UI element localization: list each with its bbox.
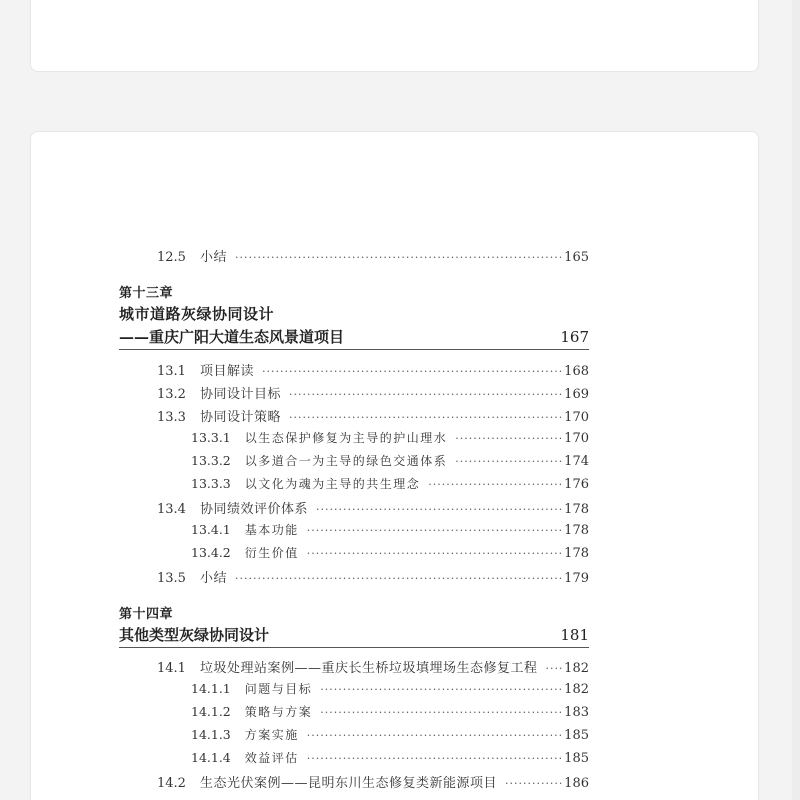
entry-number: 13.3 xyxy=(157,410,186,425)
entry-page: 174 xyxy=(564,454,589,469)
toc-subentry[interactable] xyxy=(191,521,589,538)
entry-number: 13.4 xyxy=(157,502,186,517)
toc-entry[interactable] xyxy=(157,498,589,517)
entry-title: 以生态保护修复为主导的护山理水 xyxy=(244,431,448,445)
leader-dots xyxy=(320,706,562,719)
toc-subentry[interactable] xyxy=(191,749,589,766)
entry-number: 13.3.3 xyxy=(191,476,231,491)
entry-number: 14.2 xyxy=(157,776,186,791)
leader-dots xyxy=(455,432,562,445)
entry-title: 协同绩效评价体系 xyxy=(199,502,308,517)
entry-page: 165 xyxy=(564,250,589,265)
entry-title: 问题与目标 xyxy=(244,682,313,696)
leader-dots xyxy=(235,572,562,585)
entry-title: 策略与方案 xyxy=(244,705,313,719)
entry-page: 182 xyxy=(564,661,589,676)
entry-title: 衍生价值 xyxy=(244,546,299,560)
toc-entry[interactable] xyxy=(157,360,589,379)
toc-subentry[interactable] xyxy=(191,429,589,446)
toc-subentry[interactable] xyxy=(191,475,589,492)
entry-number: 13.1 xyxy=(157,364,186,379)
scrollbar-track[interactable] xyxy=(792,0,800,800)
entry-number: 14.1 xyxy=(157,661,186,676)
chapter-page: 181 xyxy=(560,626,589,644)
entry-page: 169 xyxy=(564,387,589,402)
current-page xyxy=(30,131,759,800)
entry-page: 178 xyxy=(564,523,589,538)
entry-title: 小结 xyxy=(199,571,227,586)
entry-number: 13.2 xyxy=(157,387,186,402)
entry-number: 14.1.1 xyxy=(191,681,231,696)
chapter-title: 其他类型灰绿协同设计 xyxy=(119,626,270,644)
leader-dots xyxy=(262,365,562,378)
leader-dots xyxy=(505,777,562,790)
entry-title: 方案实施 xyxy=(244,728,299,742)
toc-entry[interactable] xyxy=(157,383,589,402)
entry-page: 168 xyxy=(564,364,589,379)
toc-subentry[interactable] xyxy=(191,680,589,697)
chapter-title-line[interactable] xyxy=(119,624,589,648)
toc-subentry[interactable] xyxy=(191,452,589,469)
entry-title: 以文化为魂为主导的共生理念 xyxy=(244,477,421,491)
entry-page: 170 xyxy=(564,410,589,425)
entry-number: 13.4.2 xyxy=(191,545,231,560)
entry-number: 14.1.2 xyxy=(191,704,231,719)
toc-subentry[interactable] xyxy=(191,726,589,743)
entry-page: 185 xyxy=(564,728,589,743)
entry-page: 186 xyxy=(564,776,589,791)
leader-dots xyxy=(545,662,562,675)
leader-dots xyxy=(289,388,562,401)
entry-title: 协同设计策略 xyxy=(199,410,281,425)
leader-dots xyxy=(289,411,562,424)
entry-title: 垃圾处理站案例——重庆长生桥垃圾填埋场生态修复工程 xyxy=(199,661,538,676)
entry-number: 13.4.1 xyxy=(191,522,231,537)
chapter-label: 第十四章 xyxy=(119,607,174,622)
entry-page: 182 xyxy=(564,682,589,697)
entry-title: 协同设计目标 xyxy=(199,387,281,402)
entry-number: 13.3.1 xyxy=(191,430,231,445)
leader-dots xyxy=(235,251,562,264)
leader-dots xyxy=(320,683,562,696)
entry-title: 基本功能 xyxy=(244,523,299,537)
entry-title: 小结 xyxy=(199,250,227,265)
previous-page xyxy=(30,0,759,72)
entry-page: 178 xyxy=(564,502,589,517)
entry-title: 生态光伏案例——昆明东川生态修复类新能源项目 xyxy=(199,776,497,791)
entry-page: 178 xyxy=(564,546,589,561)
leader-dots xyxy=(307,547,562,560)
chapter-label: 第十三章 xyxy=(119,286,174,301)
leader-dots xyxy=(428,478,562,491)
entry-title: 以多道合一为主导的绿色交通体系 xyxy=(244,454,448,468)
chapter-title-line[interactable] xyxy=(119,326,589,350)
entry-page: 185 xyxy=(564,751,589,766)
leader-dots xyxy=(307,524,562,537)
leader-dots xyxy=(316,503,562,516)
leader-dots xyxy=(455,455,562,468)
entry-number: 13.3.2 xyxy=(191,453,231,468)
toc-subentry[interactable] xyxy=(191,703,589,720)
entry-page: 179 xyxy=(564,571,589,586)
entry-title: 效益评估 xyxy=(244,751,299,765)
entry-page: 170 xyxy=(564,431,589,446)
toc-entry[interactable] xyxy=(157,772,589,791)
chapter-subtitle: ——重庆广阳大道生态风景道项目 xyxy=(119,328,345,346)
toc-subentry[interactable] xyxy=(191,544,589,561)
entry-number: 14.1.4 xyxy=(191,750,231,765)
entry-number: 12.5 xyxy=(157,250,186,265)
entry-page: 183 xyxy=(564,705,589,720)
leader-dots xyxy=(307,752,562,765)
toc-entry[interactable] xyxy=(157,657,589,676)
toc-entry[interactable] xyxy=(157,406,589,425)
toc-entry[interactable] xyxy=(157,246,589,265)
chapter-page: 167 xyxy=(560,328,589,346)
entry-number: 14.1.3 xyxy=(191,727,231,742)
entry-title: 项目解读 xyxy=(199,364,254,379)
entry-number: 13.5 xyxy=(157,571,186,586)
chapter-title: 城市道路灰绿协同设计 xyxy=(119,305,275,323)
toc-entry[interactable] xyxy=(157,567,589,586)
leader-dots xyxy=(307,729,562,742)
entry-page: 176 xyxy=(564,477,589,492)
